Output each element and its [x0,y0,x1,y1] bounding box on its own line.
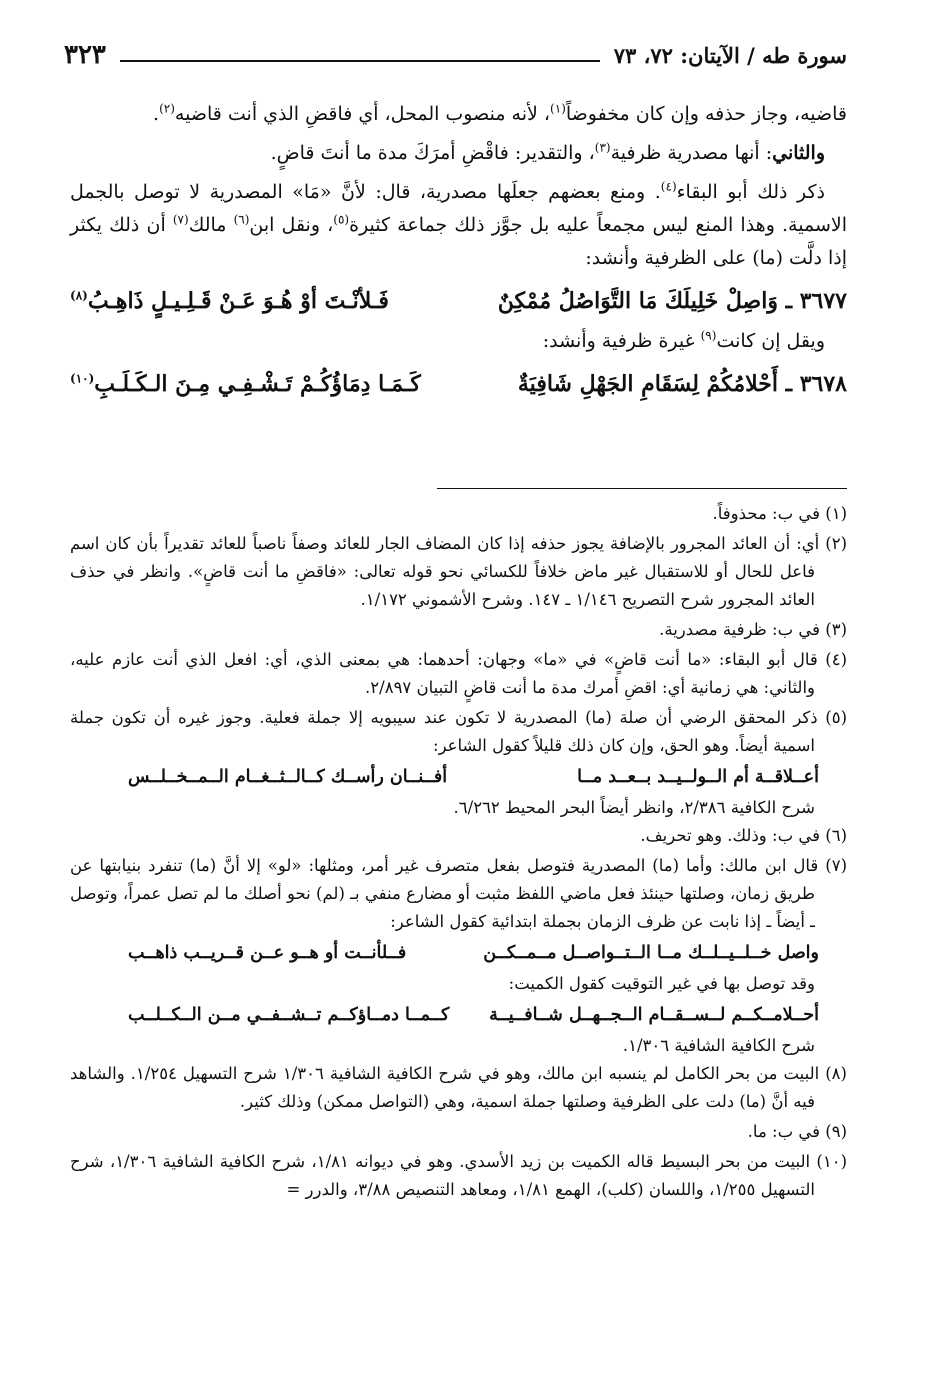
paragraph-4 [70,325,847,358]
text: ، والتقدير: فاقْضِ أمرَكَ مدة ما أنتَ قاضٍ. [270,142,595,164]
verse-second-hemistich: أفــنــان رأســك كــالــثــغــام الــمــخــلــس [128,767,448,787]
text: فَـلأنْـتَ أوْ هُـوَ عَـنْ قَـلِـيـلٍ ذَاهِـبُ [87,288,389,314]
footnote-7-middle: وقد توصل بها في غير التوقيت كقول الكميت: [508,974,815,993]
footnote-5-verse [128,762,819,792]
surah-title: سورة طه / الآيتان: ٧٢، ٧٣ [613,43,847,68]
verse-3678 [70,364,847,404]
footnote-8: (٨) البيت من بحر الكامل لم ينسبه ابن مالك، وهو في شرح الكافية الشافية ١/٣٠٦ شرح التسهيل ١/٢٥٤. والشاهد فيه أنَّ (ما) دلت على الظرفية وصلتها جملة اسمية، وهي (التواصل ممكن) وذلك كثير. [70,1064,847,1111]
footnote-ref: (٢) [159,101,175,116]
footnote-ref: (٥) [333,212,350,227]
verse-first-hemistich: ٣٦٧٧ ـ وَاصِلْ خَلِيلَكَ مَا التَّوَاصُلُ مُمْكِنٌ [497,288,847,314]
footnote-6: (٦) في ب: وذلك. وهو تحريف. [640,826,847,845]
footnote-10: (١٠) البيت من بحر البسيط قاله الكميت بن زيد الأسدي. وهو في ديوانه ١/٨١، شرح الكافية الشافية ١/٣٠٦، شرح التسهيل ١/٢٥٥، واللسان (كلب)، الهمع ١/٨١، ومعاهد التنصيص ٣/٨٨، والدرر = [70,1152,848,1199]
header-rule [120,60,600,62]
footnote-ref: (٧) [172,212,189,227]
text: قاضيه، وجاز حذفه وإن كان مخفوضاً [565,103,847,125]
main-text [70,98,847,408]
footnote-7-verse-1 [128,938,819,968]
text: . [153,103,160,125]
footnote-ref: (٦) [233,212,250,227]
footnote-ref: (٤) [660,179,677,194]
text: ، لأنه منصوب المحل، أي فاقضِ الذي أنت قاضيه [174,103,551,125]
footnote-7: (٧) قال ابن مالك: وأما (ما) المصدرية فتوصل بفعل متصرف غير أمر، ومثلها: «لو» إلا أنَّ (ما) تنفرد بنيابتها عن طريق زمان، وصلتها حينئذ فعل ماضي اللفظ مثبت أو مضارع منفي بـ (لم) نحو أصلك ما لم تصل عمراً، وتوصل ـ أيضاً ـ إذا نابت عن ظرف الزمان بجملة ابتدائية كقول الشاعر: [70,856,847,931]
text: أن ذلك يكثر إذا دلَّت (ما) على الظرفية وأنشد: [70,214,847,269]
footnote-4: (٤) قال أبو البقاء: «ما أنت قاضٍ» في «ما» وجهان: أحدهما: هي بمعنى الذي، أي: افعل الذي أنت عازم عليه، والثاني: هي زمانية أي: اقضِ أمرك مدة ما أنت قاضٍ التبيان ٢/٨٩٧. [70,650,847,697]
footnote-3: (٣) في ب: ظرفية مصدرية. [659,620,847,639]
verse-first-hemistich: أحــلامــكــم لــســقــام الــجــهــل شــافــيــة [489,1005,819,1025]
footnote-9: (٩) في ب: ما. [747,1122,847,1141]
footnote-ref: (٣) [594,140,611,155]
verse-second-hemistich [70,364,421,404]
section-label: والثاني [772,142,825,164]
footnote-ref: (١) [550,101,566,116]
text: . ومنع بعضهم جعلَها مصدرية، قال: لأنَّ «مَا» المصدرية لا توصل بالجمل الاسمية. وهذا المنع ليس مجمعاً عليه بل جوَّز ذلك جماعة كثيرة [70,181,847,236]
running-header [64,32,847,72]
footnote-7-verse-2 [128,1000,819,1030]
verse-second-hemistich: كــمــا دمــاؤكــم تــشــفــي مــن الــكــلــب [128,1005,450,1025]
footnotes [70,500,847,1206]
page-number: ٣٢٣ [64,40,106,70]
footnote-ref: (٨) [70,288,88,303]
verse-first-hemistich: ٣٦٧٨ ـ أَحْلامُكُمْ لِسَقَامِ الجَهْلِ شَافِيَةٌ [517,371,847,397]
footnote-7-source: شرح الكافية الشافية ١/٣٠٦. [622,1036,815,1055]
verse-first-hemistich: واصل خــلــيــلــك مــا الــتــواصــل مــمــكــن [483,943,819,963]
text: ، ونقل ابن [249,214,334,236]
footnote-separator [437,488,847,489]
paragraph-3 [70,176,847,275]
text: : أنها مصدرية ظرفية [610,142,773,164]
footnote-5: (٥) ذكر المحقق الرضي أن صلة (ما) المصدرية لا تكون عند سيبويه إلا جملة فعلية. وجوز غيره أن تكون جملة اسمية أيضاً. وهو الحق، وإن كان ذلك قليلاً كقول الشاعر: [70,708,847,755]
verse-second-hemistich [70,281,389,321]
text: ذكر ذلك أبو البقاء [676,181,825,203]
verse-3677 [70,281,847,321]
verse-first-hemistich: أعــلاقــة أم الــولــيــد بــعــد مــا [577,767,819,787]
footnote-ref: (١٠) [70,371,95,386]
footnote-1: (١) في ب: محذوفاً. [712,504,847,523]
verse-second-hemistich: فــلأنــت أو هــو عــن قــريــب ذاهــب [128,943,407,963]
footnote-ref: (٩) [700,328,717,343]
text: غيرة ظرفية وأنشد: [542,330,701,352]
text: مالك [188,214,234,236]
text: كَـمَـا دِمَاؤُكُـمْ تَـشْـفِـي مِـنَ الـكَـلَـبِ [94,371,421,397]
paragraph-2 [70,137,847,170]
footnote-2: (٢) أي: أن العائد المجرور بالإضافة يجوز حذفه إذا كان المضاف الجار للعائد وصفاً ناصباً للعائد تقديراً بأن كان اسم فاعل للحال أو للاستقبال غير ماض خلافاً للكسائي نحو قوله تعالى: «فاقضِ ما أنت قاضٍ». وانظر في حذف العائد المجرور شرح التصريح ١/١٤٦ ـ ١٤٧. وشرح الأشموني ١/١٧٢. [70,534,847,609]
footnote-5-source: شرح الكافية ٢/٣٨٦، وانظر أيضاً البحر المحيط ٦/٢٦٢. [453,798,815,817]
text: ويقل إن كانت [716,330,825,352]
paragraph-1 [70,98,847,131]
